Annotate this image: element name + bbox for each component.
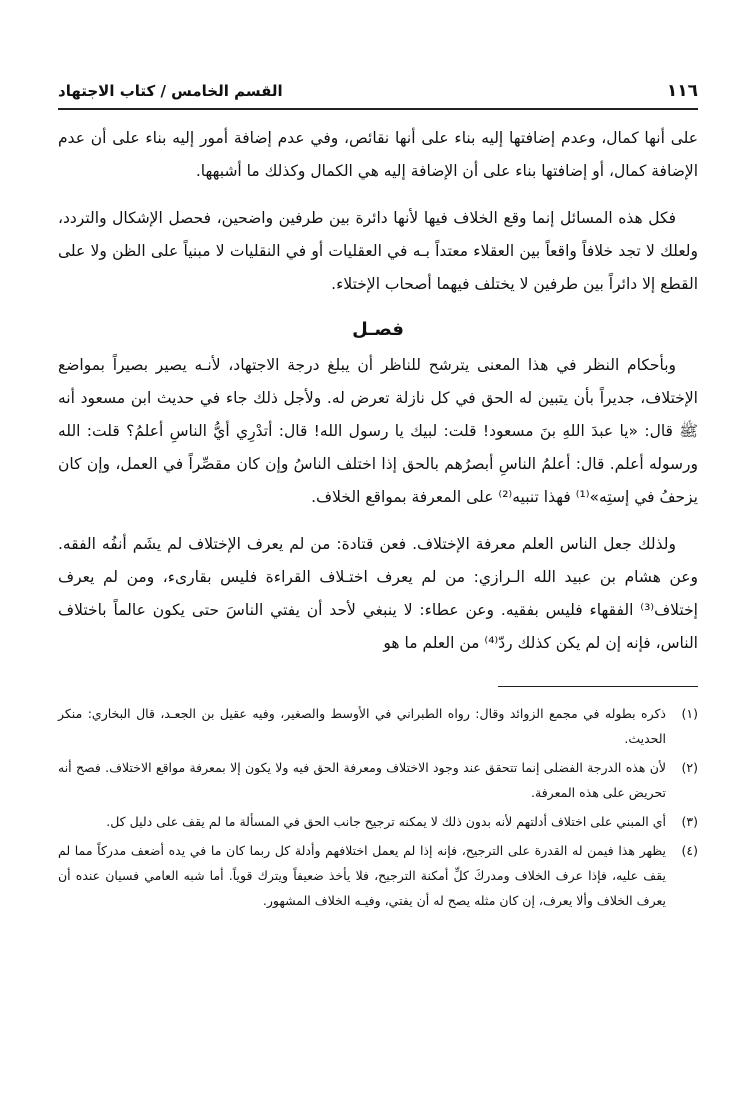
page-number: ١١٦: [666, 81, 698, 101]
footnote: [58, 838, 698, 913]
footnote-number: (١): [681, 706, 698, 721]
book-page: [58, 78, 698, 917]
footnote-text: أي المبني على اختلاف أدلتهم لأنه بدون ذلك لا يمكنه ترجيح جانب الحق في المسألة ما لم يقف على دليل كل.: [106, 814, 666, 829]
footnote-separator: [498, 686, 698, 687]
footnote-text: يظهر هذا فيمن له القدرة على الترجيح، فإنه إذا لم يعمل اختلافهم وأدلة كل ربما كان ما في يده أضعف مدركاً مما لم يقف عليه، فإذا عرف الخلاف ومدركَ كلِّ أمكنة الترجيح، فلا يأخذ ضعيفاً ويترك قوياً. أما شبه العامي فسيان عنده أن يعرف الخلاف وألا يعرف، إن كان مثله يصح له أن يفتي، وفيـه الخلاف المشهور.: [58, 843, 666, 908]
paragraph: فكل هذه المسائل إنما وقع الخلاف فيها لأنها دائرة بين طرفين واضحين، فحصل الإشكال والتردد، ولعلك لا تجد خلافاً واقعاً بين العقلاء معتداً بـه في العقليات أو في النقليات لا مبنياً على الظن ولا على القطع إلا دائراً بين طرفين لا يختلف فيهما أصحاب الإختلاء.: [58, 209, 698, 293]
main-text: [58, 122, 698, 660]
running-header: [58, 78, 698, 110]
paragraph: وبأحكام النظر في هذا المعنى يترشح للناظر أن يبلغ درجة الاجتهاد، لأنـه يصير بصيراً بمواضع الإختلاف، جديراً بأن يتبين له الحق في كل نازلة تعرض له. ولأجل ذلك جاء في حديث ابن مسعود أنه ﷺ قال: «يا عبدَ اللهِ بنَ مسعود! قلت: لبيك يا رسول الله! قال: أتدْرِي أيُّ الناسِ أعلمُ؟ قلت: الله ورسوله أعلم. قال: أعلمُ الناسِ أبصرُهم بالحق إذا اختلف الناسُ وإن كان مقصِّراً في العمل، وإن كان يزحفُ في إستِه»⁽¹⁾ فهذا تنبيه⁽²⁾ على المعرفة بمواقع الخلاف.: [58, 356, 698, 506]
section-title: فصـل: [352, 319, 404, 340]
running-title: القسم الخامس / كتاب الاجتهاد: [58, 82, 283, 100]
paragraph: على أنها كمال، وعدم إضافتها إليه بناء على أنها نقائص، وفي عدم إضافة أمور إليه بناء على أن عدم الإضافة كمال، أو إضافتها بناء على أن الإضافة إليه هي الكمال وكذلك ما أشبهها.: [58, 129, 698, 180]
footnote-number: (٣): [681, 814, 698, 829]
paragraph: ولذلك جعل الناس العلم معرفة الإختلاف. فعن قتادة: من لم يعرف الإختلاف لم يشَم أنفُه الفقه. وعن هشام بن عبيد الله الـرازي: من لم يعرف اختـلاف القراءة فليس بقارىء، ومن لم يعرف إختلاف⁽³⁾ الفقهاء فليس بفقيه. وعن عطاء: لا ينبغي لأحد أن يفتي الناسَ حتى يكون عالماً باختلاف الناس، فإنه إن لم يكن كذلك ردّ⁽⁴⁾ من العلم ما هو: [58, 535, 698, 652]
footnote-number: (٢): [681, 760, 698, 775]
footnote-text: لأن هذه الدرجة الفضلى إنما تتحقق عند وجود الاختلاف ومعرفة الحق فيه ولا يكون إلا بمعرفة مواقع الاختلاف. فصح أنه تحريض على هذه المعرفة.: [58, 760, 666, 800]
footnote-text: ذكره بطوله في مجمع الزوائد وقال: رواه الطبراني في الأوسط والصغير، وفيه عقيل بن الجعـد، قال البخاري: منكر الحديث.: [58, 706, 666, 746]
footnote-number: (٤): [681, 843, 698, 858]
footnotes: [58, 701, 698, 913]
footnote: [58, 755, 698, 805]
footnote: [58, 701, 698, 751]
footnote: [58, 809, 698, 834]
